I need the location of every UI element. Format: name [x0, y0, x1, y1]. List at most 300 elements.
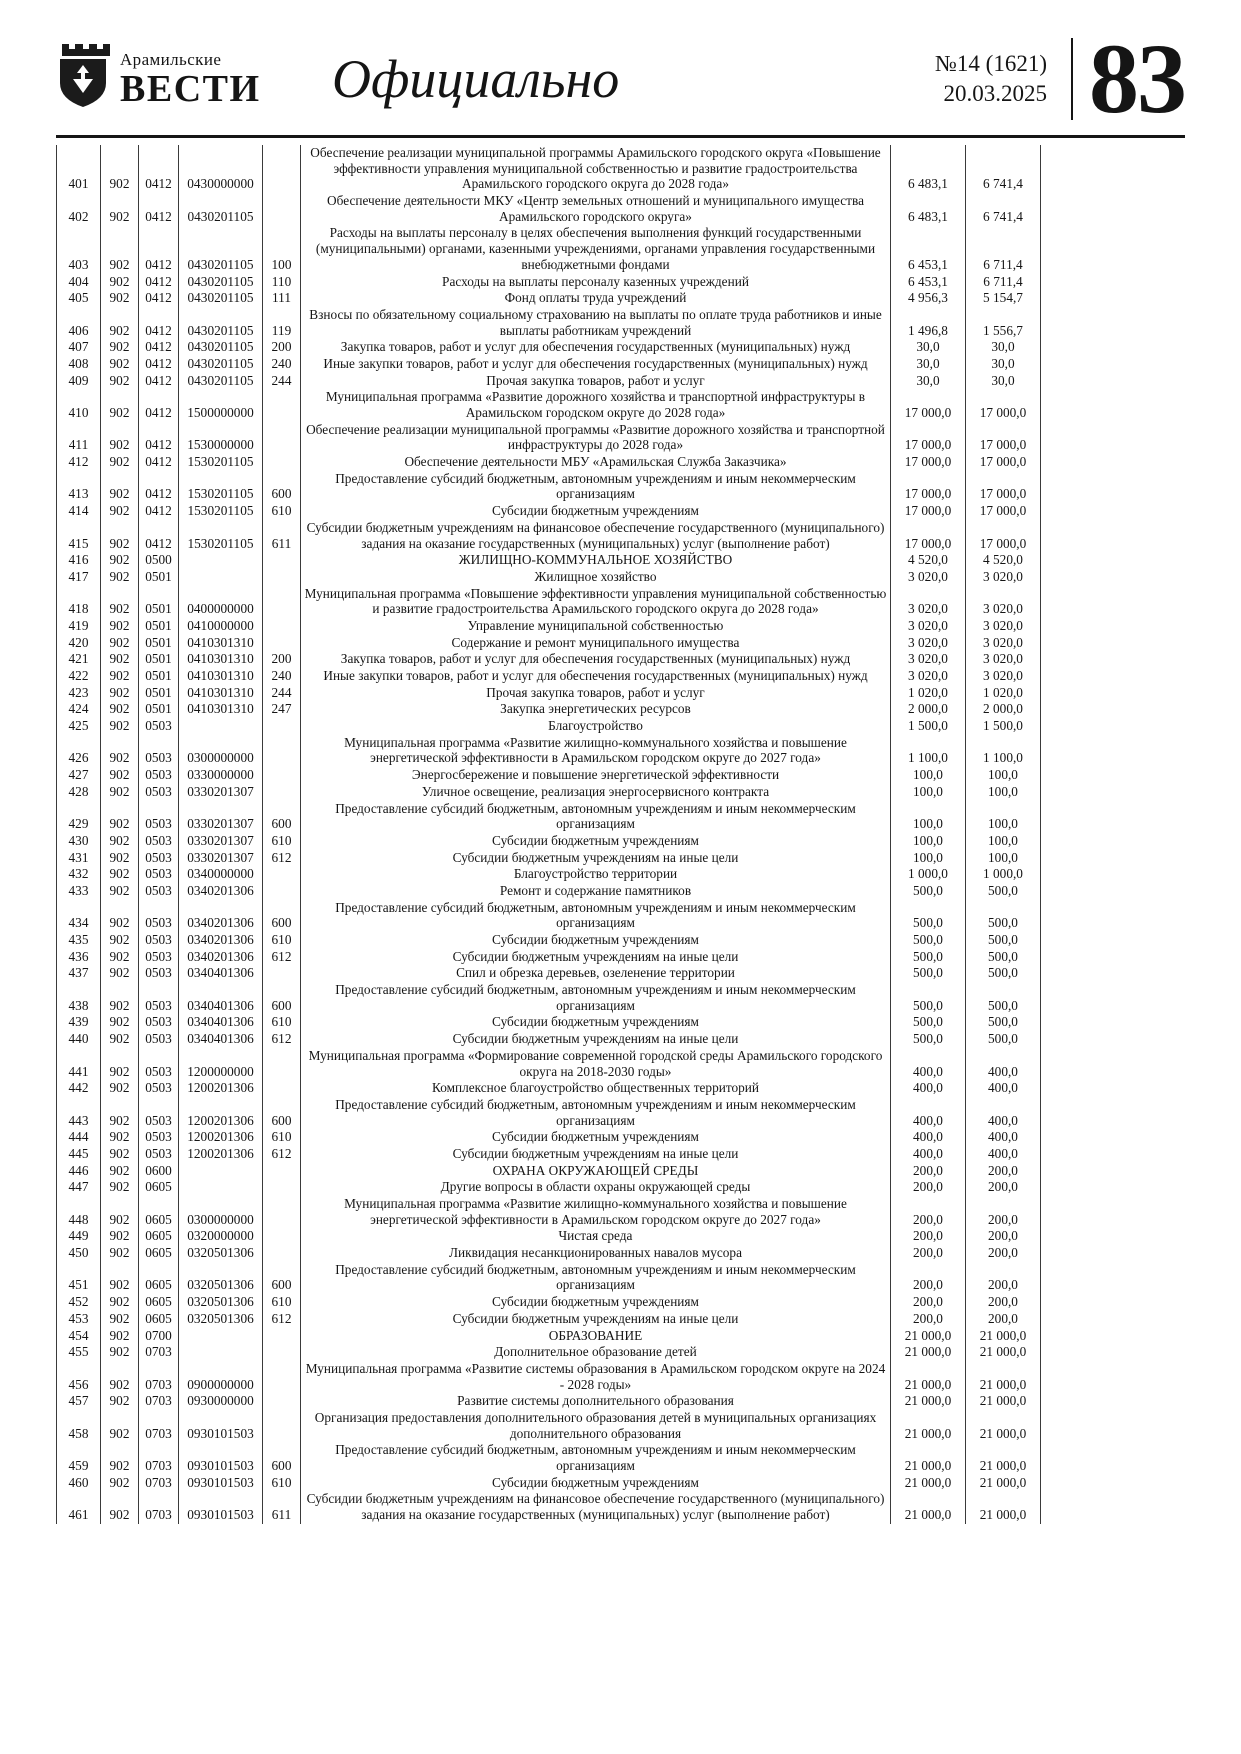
expense-name-cell: Муниципальная программа «Развитие системы образования в Арамильском городском округе на 2024 - 2028 годы» — [301, 1361, 891, 1393]
expense-type-cell: 610 — [263, 1475, 301, 1492]
adm-code-cell: 902 — [101, 1228, 139, 1245]
table-row — [57, 932, 1041, 949]
expense-type-cell: 244 — [263, 685, 301, 702]
section-code-cell: 0412 — [139, 454, 179, 471]
adm-code-cell: 902 — [101, 801, 139, 833]
amount-first-cell: 4 520,0 — [891, 552, 966, 569]
amount-first-cell: 500,0 — [891, 1031, 966, 1048]
section-code-cell: 0412 — [139, 225, 179, 273]
table-row — [57, 1410, 1041, 1442]
adm-code-cell: 902 — [101, 932, 139, 949]
target-article-cell — [179, 1179, 263, 1196]
table-row — [57, 982, 1041, 1014]
expense-name-cell: Предоставление субсидий бюджетным, автономным учреждениям и иным некоммерческим организациям — [301, 1097, 891, 1129]
section-code-cell: 0503 — [139, 949, 179, 966]
adm-code-cell: 902 — [101, 767, 139, 784]
expense-name-cell: Муниципальная программа «Развитие жилищно-коммунального хозяйства и повышение энергетической эффективности в Арамильском городском округе до 2027 года» — [301, 1196, 891, 1228]
section-code-cell: 0503 — [139, 1014, 179, 1031]
target-article-cell: 0430201105 — [179, 193, 263, 225]
amount-first-cell: 21 000,0 — [891, 1393, 966, 1410]
expense-type-cell — [263, 784, 301, 801]
amount-second-cell: 21 000,0 — [966, 1475, 1041, 1492]
expense-type-cell — [263, 1410, 301, 1442]
target-article-cell: 1530201105 — [179, 503, 263, 520]
expense-name-cell: Предоставление субсидий бюджетным, автономным учреждениям и иным некоммерческим организациям — [301, 801, 891, 833]
amount-second-cell: 21 000,0 — [966, 1442, 1041, 1474]
amount-first-cell: 17 000,0 — [891, 389, 966, 421]
target-article-cell: 0340201306 — [179, 949, 263, 966]
amount-second-cell: 21 000,0 — [966, 1361, 1041, 1393]
expense-type-cell: 600 — [263, 900, 301, 932]
target-article-cell: 0300000000 — [179, 735, 263, 767]
section-code-cell: 0605 — [139, 1245, 179, 1262]
amount-first-cell: 17 000,0 — [891, 422, 966, 454]
expense-name-cell: Субсидии бюджетным учреждениям на иные цели — [301, 1146, 891, 1163]
amount-first-cell: 6 453,1 — [891, 225, 966, 273]
target-article-cell: 1200201306 — [179, 1146, 263, 1163]
table-row — [57, 145, 1041, 193]
table-row — [57, 225, 1041, 273]
table-row — [57, 801, 1041, 833]
expense-type-cell — [263, 1328, 301, 1345]
amount-second-cell: 3 020,0 — [966, 635, 1041, 652]
amount-second-cell: 4 520,0 — [966, 552, 1041, 569]
target-article-cell — [179, 1163, 263, 1180]
adm-code-cell: 902 — [101, 1328, 139, 1345]
row-number-cell: 422 — [57, 668, 101, 685]
row-number-cell: 442 — [57, 1080, 101, 1097]
amount-second-cell: 21 000,0 — [966, 1410, 1041, 1442]
amount-second-cell: 400,0 — [966, 1048, 1041, 1080]
target-article-cell: 0330201307 — [179, 850, 263, 867]
target-article-cell: 1200000000 — [179, 1048, 263, 1080]
expense-name-cell: Муниципальная программа «Повышение эффективности управления муниципальной собственностью и развитие градостроительства Арамильского городского округа до 2028 года» — [301, 586, 891, 618]
amount-first-cell: 1 000,0 — [891, 866, 966, 883]
expense-name-cell: ЖИЛИЩНО-КОММУНАЛЬНОЕ ХОЗЯЙСТВО — [301, 552, 891, 569]
adm-code-cell: 902 — [101, 982, 139, 1014]
adm-code-cell: 902 — [101, 1410, 139, 1442]
expense-name-cell: Предоставление субсидий бюджетным, автономным учреждениям и иным некоммерческим организациям — [301, 1442, 891, 1474]
amount-second-cell: 1 020,0 — [966, 685, 1041, 702]
target-article-cell: 0340401306 — [179, 965, 263, 982]
amount-second-cell: 100,0 — [966, 801, 1041, 833]
row-number-cell: 421 — [57, 651, 101, 668]
target-article-cell: 0930101503 — [179, 1410, 263, 1442]
section-code-cell: 0605 — [139, 1311, 179, 1328]
target-article-cell: 0340201306 — [179, 883, 263, 900]
expense-type-cell: 612 — [263, 1311, 301, 1328]
expense-name-cell: Закупка товаров, работ и услуг для обеспечения государственных (муниципальных) нужд — [301, 651, 891, 668]
target-article-cell: 0340401306 — [179, 982, 263, 1014]
amount-first-cell: 400,0 — [891, 1048, 966, 1080]
table-row — [57, 718, 1041, 735]
amount-first-cell: 21 000,0 — [891, 1361, 966, 1393]
adm-code-cell: 902 — [101, 735, 139, 767]
row-number-cell: 455 — [57, 1344, 101, 1361]
expense-name-cell: Дополнительное образование детей — [301, 1344, 891, 1361]
amount-first-cell: 21 000,0 — [891, 1442, 966, 1474]
row-number-cell: 457 — [57, 1393, 101, 1410]
expense-type-cell: 600 — [263, 1097, 301, 1129]
row-number-cell: 444 — [57, 1129, 101, 1146]
expense-type-cell: 610 — [263, 1129, 301, 1146]
target-article-cell: 0410301310 — [179, 701, 263, 718]
amount-first-cell: 100,0 — [891, 801, 966, 833]
expense-name-cell: Управление муниципальной собственностью — [301, 618, 891, 635]
target-article-cell — [179, 718, 263, 735]
adm-code-cell: 902 — [101, 1196, 139, 1228]
row-number-cell: 460 — [57, 1475, 101, 1492]
amount-first-cell: 200,0 — [891, 1245, 966, 1262]
expense-type-cell: 244 — [263, 373, 301, 390]
masthead — [56, 23, 1185, 138]
amount-second-cell: 500,0 — [966, 949, 1041, 966]
amount-first-cell: 1 500,0 — [891, 718, 966, 735]
expense-name-cell: Организация предоставления дополнительного образования детей в муниципальных организациях дополнительного образования — [301, 1410, 891, 1442]
amount-first-cell: 500,0 — [891, 1014, 966, 1031]
adm-code-cell: 902 — [101, 1097, 139, 1129]
amount-second-cell: 200,0 — [966, 1163, 1041, 1180]
row-number-cell: 428 — [57, 784, 101, 801]
amount-second-cell: 500,0 — [966, 965, 1041, 982]
amount-second-cell: 1 500,0 — [966, 718, 1041, 735]
adm-code-cell: 902 — [101, 1129, 139, 1146]
expense-name-cell: Расходы на выплаты персоналу в целях обеспечения выполнения функций государственными (муниципальными) органами, казенными учреждениями, органами управления государственными внебюджетными фондами — [301, 225, 891, 273]
adm-code-cell: 902 — [101, 685, 139, 702]
row-number-cell: 429 — [57, 801, 101, 833]
adm-code-cell: 902 — [101, 145, 139, 193]
section-code-cell: 0600 — [139, 1163, 179, 1180]
target-article-cell: 0900000000 — [179, 1361, 263, 1393]
expense-name-cell: Комплексное благоустройство общественных территорий — [301, 1080, 891, 1097]
table-row — [57, 784, 1041, 801]
table-row — [57, 1163, 1041, 1180]
amount-second-cell: 200,0 — [966, 1228, 1041, 1245]
table-row — [57, 569, 1041, 586]
table-row — [57, 767, 1041, 784]
amount-second-cell: 17 000,0 — [966, 422, 1041, 454]
table-row — [57, 274, 1041, 291]
amount-second-cell: 500,0 — [966, 883, 1041, 900]
amount-second-cell: 6 711,4 — [966, 225, 1041, 273]
amount-second-cell: 200,0 — [966, 1245, 1041, 1262]
adm-code-cell: 902 — [101, 1262, 139, 1294]
target-article-cell: 0430201105 — [179, 307, 263, 339]
row-number-cell: 443 — [57, 1097, 101, 1129]
expense-name-cell: ОХРАНА ОКРУЖАЮЩЕЙ СРЕДЫ — [301, 1163, 891, 1180]
adm-code-cell: 902 — [101, 1475, 139, 1492]
target-article-cell: 0320000000 — [179, 1228, 263, 1245]
expense-type-cell — [263, 193, 301, 225]
amount-first-cell: 200,0 — [891, 1163, 966, 1180]
table-row — [57, 1196, 1041, 1228]
section-code-cell: 0703 — [139, 1410, 179, 1442]
section-code-cell: 0605 — [139, 1262, 179, 1294]
target-article-cell: 1530201105 — [179, 520, 263, 552]
row-number-cell: 446 — [57, 1163, 101, 1180]
section-code-cell: 0501 — [139, 668, 179, 685]
amount-first-cell: 1 020,0 — [891, 685, 966, 702]
target-article-cell: 0330201307 — [179, 801, 263, 833]
section-code-cell: 0501 — [139, 701, 179, 718]
target-article-cell: 0410301310 — [179, 635, 263, 652]
amount-first-cell: 500,0 — [891, 949, 966, 966]
row-number-cell: 407 — [57, 339, 101, 356]
table-row — [57, 618, 1041, 635]
table-row — [57, 290, 1041, 307]
expense-type-cell: 600 — [263, 982, 301, 1014]
amount-second-cell: 100,0 — [966, 850, 1041, 867]
section-code-cell: 0501 — [139, 685, 179, 702]
table-row — [57, 389, 1041, 421]
amount-first-cell: 200,0 — [891, 1311, 966, 1328]
adm-code-cell: 902 — [101, 1393, 139, 1410]
target-article-cell: 1530201105 — [179, 454, 263, 471]
table-row — [57, 1014, 1041, 1031]
amount-first-cell: 17 000,0 — [891, 503, 966, 520]
section-code-cell: 0501 — [139, 586, 179, 618]
section-code-cell: 0703 — [139, 1344, 179, 1361]
expense-type-cell: 611 — [263, 1491, 301, 1523]
expense-name-cell: Взносы по обязательному социальному страхованию на выплаты по оплате труда работников и иные выплаты работникам учреждений — [301, 307, 891, 339]
table-row — [57, 866, 1041, 883]
section-code-cell: 0501 — [139, 618, 179, 635]
expense-type-cell — [263, 586, 301, 618]
table-row — [57, 1228, 1041, 1245]
section-code-cell: 0412 — [139, 471, 179, 503]
expense-name-cell: Субсидии бюджетным учреждениям — [301, 833, 891, 850]
expense-name-cell: Субсидии бюджетным учреждениям — [301, 503, 891, 520]
adm-code-cell: 902 — [101, 850, 139, 867]
expense-type-cell: 100 — [263, 225, 301, 273]
amount-first-cell: 3 020,0 — [891, 635, 966, 652]
section-code-cell: 0412 — [139, 520, 179, 552]
expense-type-cell — [263, 569, 301, 586]
amount-first-cell: 21 000,0 — [891, 1491, 966, 1523]
adm-code-cell: 902 — [101, 1294, 139, 1311]
amount-second-cell: 5 154,7 — [966, 290, 1041, 307]
section-code-cell: 0412 — [139, 307, 179, 339]
table-row — [57, 651, 1041, 668]
expense-name-cell: Расходы на выплаты персоналу казенных учреждений — [301, 274, 891, 291]
expense-type-cell: 200 — [263, 651, 301, 668]
amount-first-cell: 6 483,1 — [891, 193, 966, 225]
row-number-cell: 416 — [57, 552, 101, 569]
table-row — [57, 1245, 1041, 1262]
adm-code-cell: 902 — [101, 454, 139, 471]
row-number-cell: 450 — [57, 1245, 101, 1262]
expense-type-cell — [263, 1228, 301, 1245]
table-row — [57, 373, 1041, 390]
section-code-cell: 0412 — [139, 503, 179, 520]
target-article-cell: 0930101503 — [179, 1442, 263, 1474]
row-number-cell: 415 — [57, 520, 101, 552]
target-article-cell: 0330201307 — [179, 833, 263, 850]
amount-second-cell: 200,0 — [966, 1294, 1041, 1311]
target-article-cell — [179, 552, 263, 569]
adm-code-cell: 902 — [101, 1080, 139, 1097]
expense-name-cell: Субсидии бюджетным учреждениям на иные цели — [301, 949, 891, 966]
table-row — [57, 1361, 1041, 1393]
section-title: Официально — [332, 48, 620, 109]
expense-name-cell: Субсидии бюджетным учреждениям — [301, 1294, 891, 1311]
issue-block — [935, 49, 1047, 109]
expense-name-cell: Другие вопросы в области охраны окружающей среды — [301, 1179, 891, 1196]
amount-first-cell: 17 000,0 — [891, 454, 966, 471]
expense-name-cell: Прочая закупка товаров, работ и услуг — [301, 685, 891, 702]
expense-type-cell: 610 — [263, 833, 301, 850]
masthead-divider — [1071, 38, 1073, 120]
row-number-cell: 461 — [57, 1491, 101, 1523]
section-code-cell: 0503 — [139, 982, 179, 1014]
section-code-cell: 0605 — [139, 1228, 179, 1245]
target-article-cell: 0300000000 — [179, 1196, 263, 1228]
section-code-cell: 0412 — [139, 274, 179, 291]
row-number-cell: 433 — [57, 883, 101, 900]
row-number-cell: 449 — [57, 1228, 101, 1245]
target-article-cell: 0410301310 — [179, 668, 263, 685]
amount-first-cell: 21 000,0 — [891, 1475, 966, 1492]
expense-type-cell — [263, 718, 301, 735]
amount-first-cell: 30,0 — [891, 339, 966, 356]
amount-second-cell: 400,0 — [966, 1080, 1041, 1097]
row-number-cell: 456 — [57, 1361, 101, 1393]
amount-first-cell: 21 000,0 — [891, 1410, 966, 1442]
expense-type-cell: 200 — [263, 339, 301, 356]
newspaper-name-top: Арамильские — [120, 49, 222, 69]
amount-first-cell: 500,0 — [891, 883, 966, 900]
target-article-cell: 0340000000 — [179, 866, 263, 883]
adm-code-cell: 902 — [101, 193, 139, 225]
amount-second-cell: 500,0 — [966, 932, 1041, 949]
amount-first-cell: 200,0 — [891, 1294, 966, 1311]
amount-second-cell: 400,0 — [966, 1129, 1041, 1146]
row-number-cell: 447 — [57, 1179, 101, 1196]
amount-second-cell: 21 000,0 — [966, 1393, 1041, 1410]
row-number-cell: 409 — [57, 373, 101, 390]
newspaper-logo — [56, 43, 274, 114]
table-row — [57, 1393, 1041, 1410]
row-number-cell: 423 — [57, 685, 101, 702]
row-number-cell: 435 — [57, 932, 101, 949]
expense-name-cell: Уличное освещение, реализация энергосервисного контракта — [301, 784, 891, 801]
adm-code-cell: 902 — [101, 1031, 139, 1048]
row-number-cell: 458 — [57, 1410, 101, 1442]
table-row — [57, 883, 1041, 900]
amount-first-cell: 30,0 — [891, 356, 966, 373]
table-row — [57, 356, 1041, 373]
target-article-cell: 0330201307 — [179, 784, 263, 801]
expense-type-cell: 600 — [263, 1442, 301, 1474]
expense-name-cell: Иные закупки товаров, работ и услуг для обеспечения государственных (муниципальных) нужд — [301, 356, 891, 373]
amount-second-cell: 200,0 — [966, 1179, 1041, 1196]
expense-type-cell — [263, 1048, 301, 1080]
section-code-cell: 0503 — [139, 1097, 179, 1129]
expense-type-cell — [263, 389, 301, 421]
section-code-cell: 0412 — [139, 145, 179, 193]
adm-code-cell: 902 — [101, 833, 139, 850]
row-number-cell: 404 — [57, 274, 101, 291]
amount-first-cell: 500,0 — [891, 965, 966, 982]
table-row — [57, 307, 1041, 339]
table-row — [57, 1491, 1041, 1523]
amount-second-cell: 21 000,0 — [966, 1328, 1041, 1345]
expense-name-cell: Благоустройство территории — [301, 866, 891, 883]
expense-type-cell — [263, 866, 301, 883]
expense-type-cell — [263, 1361, 301, 1393]
section-code-cell: 0605 — [139, 1294, 179, 1311]
section-code-cell: 0503 — [139, 1129, 179, 1146]
expense-name-cell: Субсидии бюджетным учреждениям — [301, 1129, 891, 1146]
expense-name-cell: Ликвидация несанкционированных навалов мусора — [301, 1245, 891, 1262]
row-number-cell: 430 — [57, 833, 101, 850]
amount-second-cell: 100,0 — [966, 833, 1041, 850]
target-article-cell: 0930101503 — [179, 1475, 263, 1492]
section-code-cell: 0605 — [139, 1196, 179, 1228]
table-row — [57, 1262, 1041, 1294]
expense-type-cell — [263, 618, 301, 635]
amount-second-cell: 500,0 — [966, 900, 1041, 932]
section-code-cell: 0605 — [139, 1179, 179, 1196]
target-article-cell: 0340201306 — [179, 900, 263, 932]
amount-first-cell: 17 000,0 — [891, 471, 966, 503]
amount-first-cell: 500,0 — [891, 900, 966, 932]
target-article-cell: 1530000000 — [179, 422, 263, 454]
row-number-cell: 420 — [57, 635, 101, 652]
target-article-cell: 1200201306 — [179, 1080, 263, 1097]
table-row — [57, 454, 1041, 471]
expense-type-cell — [263, 145, 301, 193]
target-article-cell: 0340401306 — [179, 1031, 263, 1048]
issue-number: №14 (1621) — [934, 50, 1047, 76]
target-article-cell: 0330000000 — [179, 767, 263, 784]
expense-type-cell: 610 — [263, 1294, 301, 1311]
target-article-cell — [179, 569, 263, 586]
section-code-cell: 0412 — [139, 193, 179, 225]
adm-code-cell: 902 — [101, 356, 139, 373]
adm-code-cell: 902 — [101, 569, 139, 586]
amount-first-cell: 400,0 — [891, 1129, 966, 1146]
target-article-cell: 1200201306 — [179, 1129, 263, 1146]
amount-first-cell: 4 956,3 — [891, 290, 966, 307]
adm-code-cell: 902 — [101, 949, 139, 966]
expense-name-cell: Субсидии бюджетным учреждениям — [301, 1475, 891, 1492]
expense-type-cell — [263, 1080, 301, 1097]
amount-first-cell: 100,0 — [891, 784, 966, 801]
expense-name-cell: Предоставление субсидий бюджетным, автономным учреждениям и иным некоммерческим организациям — [301, 471, 891, 503]
row-number-cell: 438 — [57, 982, 101, 1014]
amount-second-cell: 30,0 — [966, 373, 1041, 390]
target-article-cell: 1200201306 — [179, 1097, 263, 1129]
expense-type-cell — [263, 1344, 301, 1361]
expense-type-cell — [263, 422, 301, 454]
amount-first-cell: 3 020,0 — [891, 586, 966, 618]
amount-first-cell: 6 483,1 — [891, 145, 966, 193]
amount-first-cell: 100,0 — [891, 833, 966, 850]
row-number-cell: 403 — [57, 225, 101, 273]
amount-second-cell: 500,0 — [966, 1014, 1041, 1031]
target-article-cell: 0410301310 — [179, 651, 263, 668]
expense-name-cell: Предоставление субсидий бюджетным, автономным учреждениям и иным некоммерческим организациям — [301, 1262, 891, 1294]
adm-code-cell: 902 — [101, 651, 139, 668]
expense-type-cell — [263, 965, 301, 982]
amount-first-cell: 3 020,0 — [891, 651, 966, 668]
target-article-cell — [179, 1344, 263, 1361]
amount-second-cell: 3 020,0 — [966, 651, 1041, 668]
expense-type-cell: 610 — [263, 932, 301, 949]
amount-second-cell: 17 000,0 — [966, 454, 1041, 471]
row-number-cell: 410 — [57, 389, 101, 421]
